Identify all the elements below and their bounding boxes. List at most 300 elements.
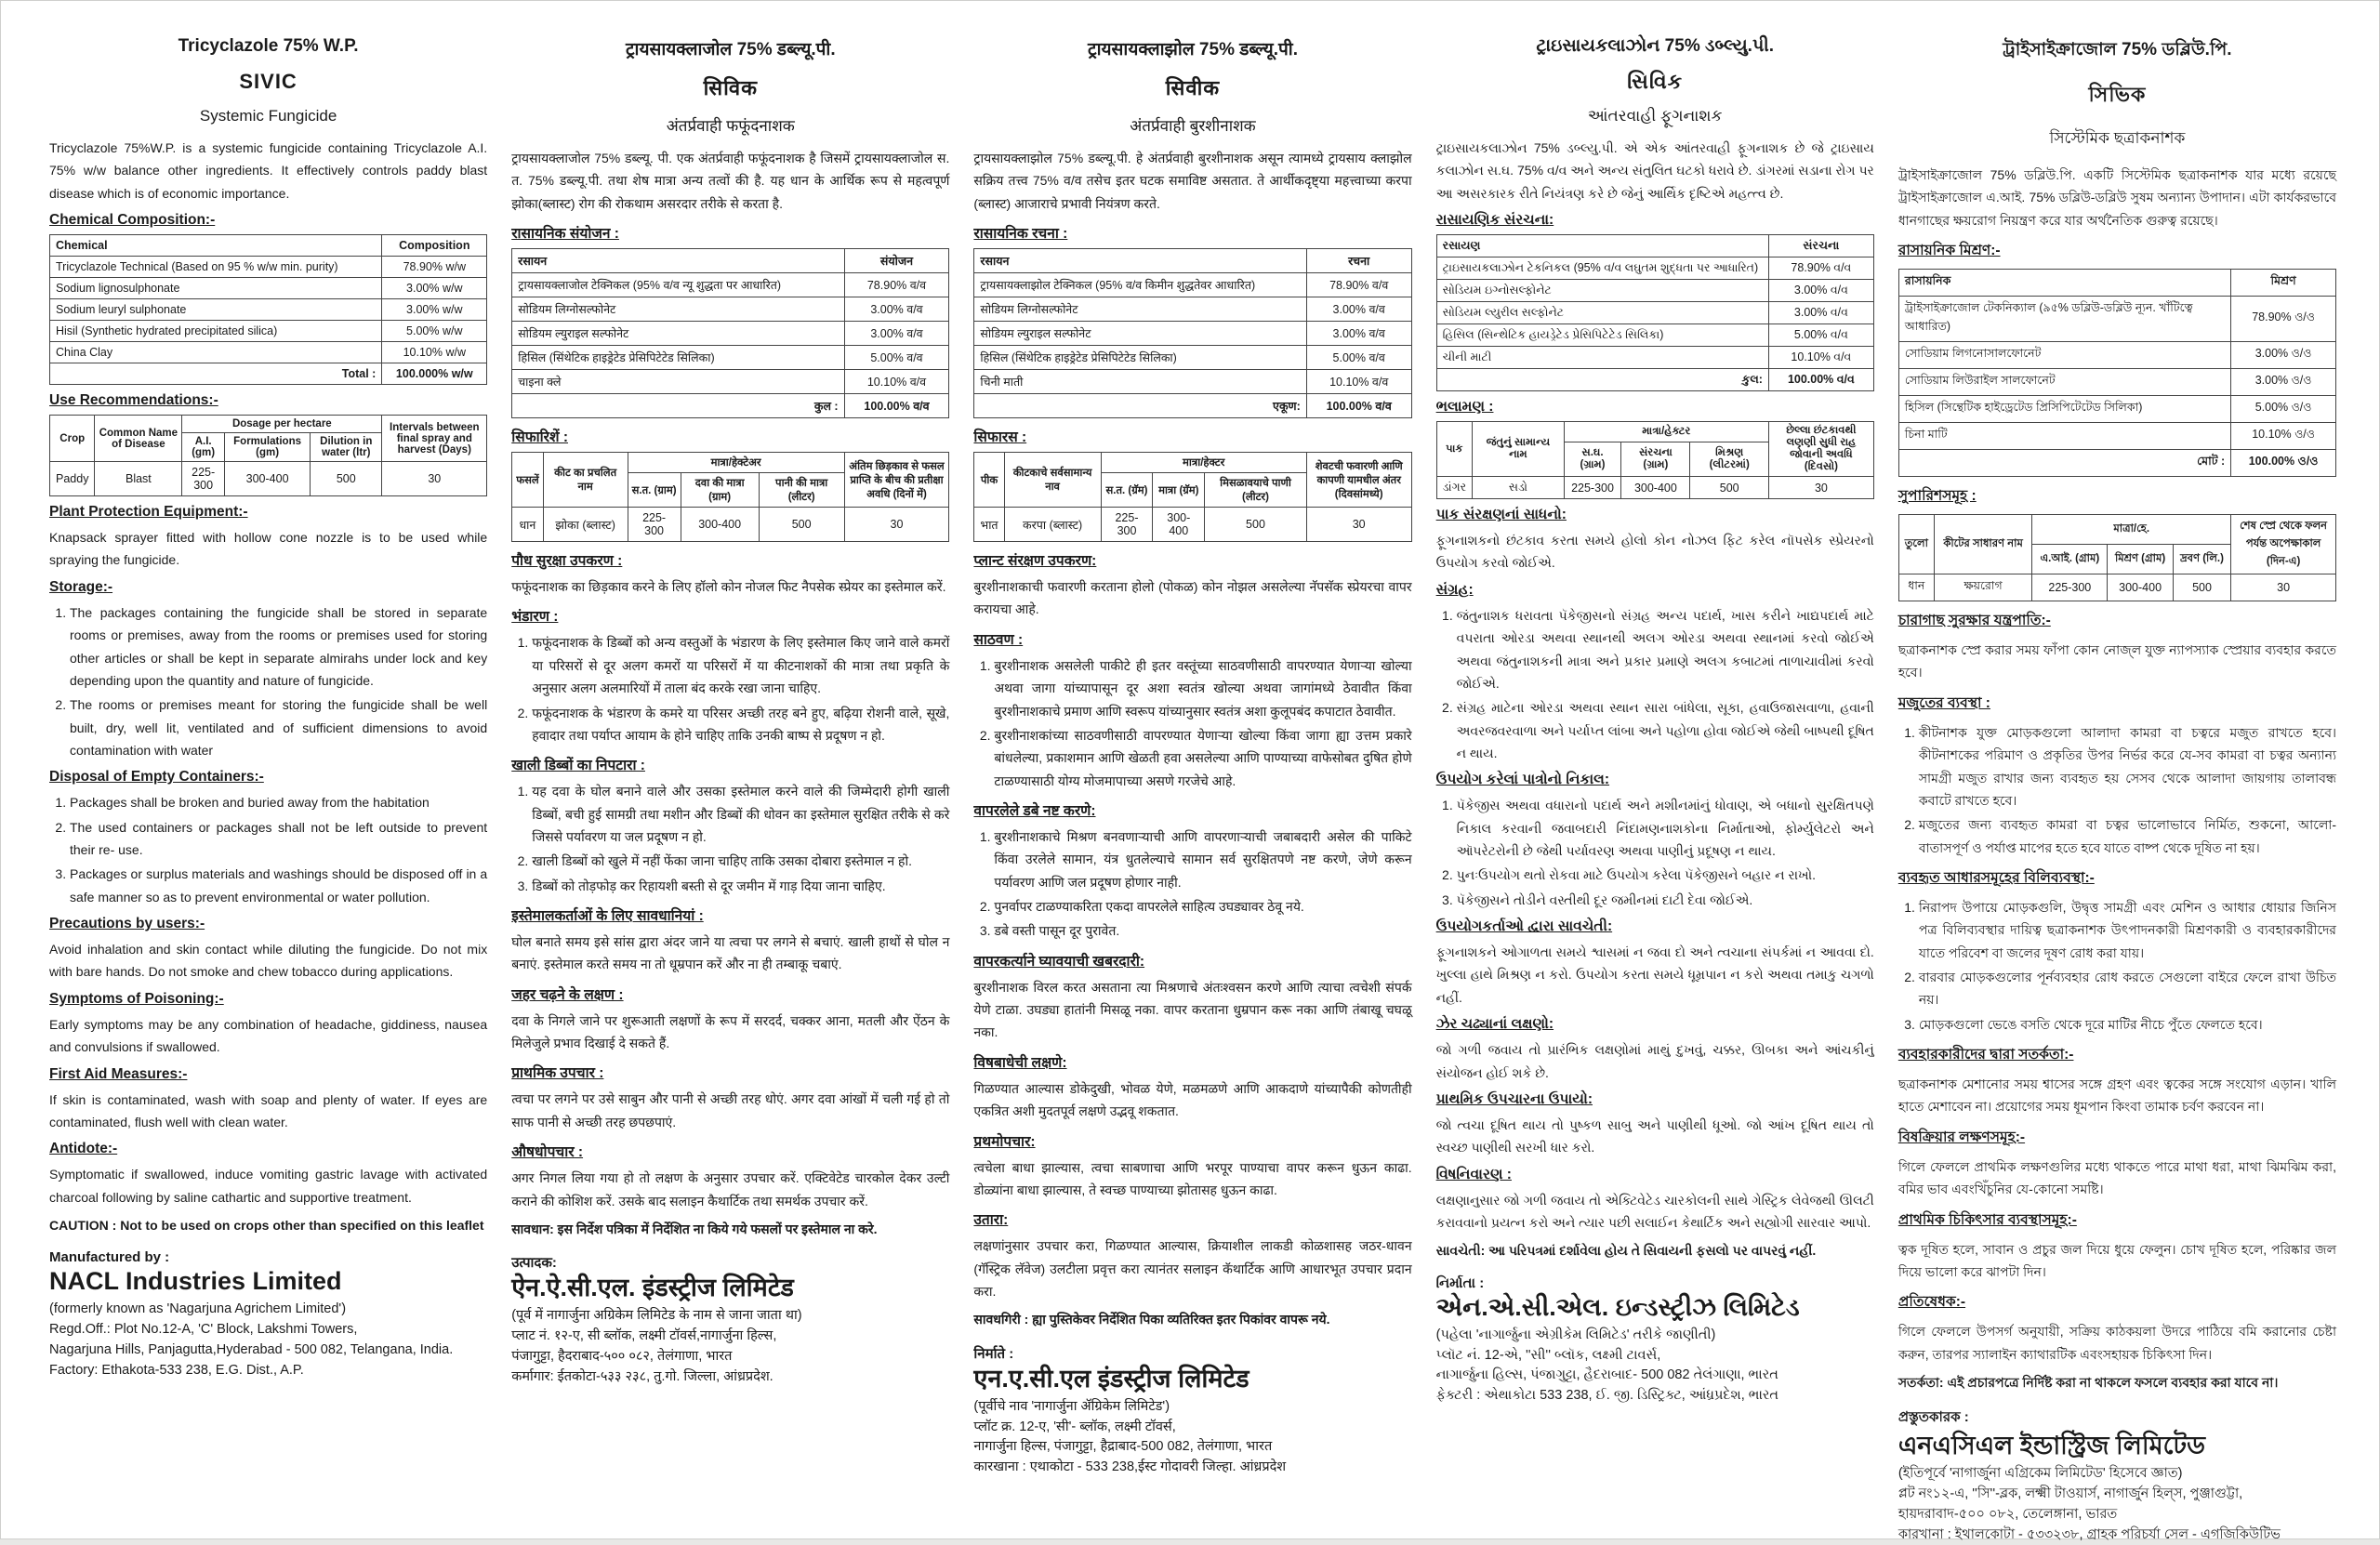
table-total-row (1898, 450, 2335, 477)
use-data-cell: 225-300 (1101, 508, 1153, 542)
section-4-6 (1898, 1290, 2336, 1366)
composition-value: 3.00% વ/વ (1768, 302, 1873, 324)
disease-column-header: જંતુનું સામાન્ય નામ (1473, 422, 1565, 477)
section-3-3 (1436, 918, 1874, 1009)
section-2-2 (973, 799, 1411, 943)
table-header-row (50, 235, 487, 257)
chemical-composition-heading: रासायनिक संयोजन : (511, 226, 619, 243)
table-row (1898, 369, 2335, 396)
table-row (50, 278, 487, 299)
section-list-item: 1. बुरशीनाशकाचे मिश्रण बनवणाऱ्याची आणि वापरणाऱ्याची जबाबदारी असेल की पाकिटे किंवा उरलेले सामान, यंत्र धुतलेल्याचे सामान सर्व सुरक्षितपणे नष्ट करणे, जेणे करून पर्यावरण आणि जल प्रदूषण होणार नाही. (994, 825, 1411, 893)
intro-paragraph: Tricyclazole 75%W.P. is a systemic fungicide containing Tricyclazole A.I. 75% w/w balance other ingredients. It effectively controls paddy blast disease which is of economic importance. (49, 140, 488, 201)
section-heading: પ્રાથમિક ઉપચારના ઉપાયો: (1435, 1090, 1593, 1107)
composition-value: 3.00% w/w (382, 299, 487, 321)
section-paragraph: જો ગળી જવાય તો પ્રારંભિક લક્ષણોમાં માથું દુખવું, ચક્કર, ઊબકા અને આંચકીનું સંયોજન હોઈ શકે છે. (1435, 1042, 1874, 1080)
section-heading: जहर चढ़ने के लक्षण : (511, 986, 624, 1003)
crop-column-header: Crop (50, 416, 95, 462)
section-list-item: 1. Packages shall be broken and buried away from the habitation (70, 791, 487, 813)
crop-column-header: पीक (974, 453, 1004, 508)
composition-value: 10.10% ও/ও (2231, 423, 2336, 450)
section-list-item: 2. પુનઃઉપયોગ થતો રોકવા માટે ઉપયોગ કરેલા પૅકેજીસને બહાર ન રાખો. (1457, 864, 1874, 886)
table-header-row (512, 249, 949, 273)
section-list-item: 3. પૅકેજીસને તોડીને વસ્તીથી દૂર જમીનમાં દાટી દેવા જોઈએ. (1457, 889, 1874, 911)
use-data-cell: 225-300 (182, 462, 225, 496)
interval-column-header: শেষ স্প্রে থেকে ফলন পর্যন্ত অপেক্ষাকাল (দিন-এ) (2231, 515, 2336, 574)
intro-paragraph: ट्रायसायक्लाजोल 75% डब्ल्यू. पी. एक अंतर्प्रवाही फफूंदनाशक है जिसमें ट्रायसायक्लाजोल स. त. 75% डब्ल्यू.पी. तथा शेष मात्रा अन्य तत्वों की है. यह धान के आर्थिक रूप से महत्वपूर्ण झोका(ब्लास्ट) रोग की रोकथाम असरदार तरीके से करता है. (511, 151, 950, 211)
section-3-0 (1436, 507, 1874, 574)
section-heading: ব্যবহারকারীদের দ্বারা সতর্কতা:- (1897, 1047, 2074, 1063)
manufacturer-address-line: Nagarjuna Hills, Panjagutta,Hyderabad - 500 082, Telangana, India. (49, 1341, 454, 1357)
use-data-cell: 30 (1768, 477, 1873, 499)
table-total-row (1436, 369, 1873, 391)
section-list-item: 1. কীটনাশক যুক্ত মোড়কগুলো আলাদা কামরা বা চত্বরে মজুত রাখতে হবে। কীটনাশকের পরিমাণ ও প্রকৃতির উপর নির্ভর করে যে-সব কামরা বা চত্বর অন্যান্য সামগ্রী মজুত রাখার জন্য ব্যবহৃত হয় সেসব থেকে আলাদা জায়গায় তালাবন্ধ কবাটে রাখতে হবে। (1919, 721, 2336, 812)
table-row (1436, 324, 1873, 347)
table-row (1436, 347, 1873, 369)
composition-column-header: रचना (1306, 249, 1411, 273)
section-heading: प्राथमिक उपचार : (511, 1065, 604, 1082)
use-data-cell: 225-300 (1564, 477, 1621, 499)
chemical-name: Sodium lignosulphonate (50, 278, 382, 299)
section-heading: वापरलेले डबे नष्ट करणे: (973, 802, 1096, 819)
section-list (1436, 794, 1874, 911)
section-1-2 (511, 754, 949, 897)
section-0-3 (49, 916, 487, 984)
table-row (1898, 396, 2335, 423)
chemical-name: हिसिल (सिंथेटिक हाइड्रेटेड प्रेसिपिटेटेड सिलिका) (974, 346, 1306, 370)
manufacturer-address-line: पंजागुट्टा, हैदराबाद-५०० ०८२, तेलंगाणा, भारत (511, 1348, 733, 1364)
composition-value: 3.00% ও/ও (2231, 369, 2336, 396)
section-3-2 (1436, 772, 1874, 911)
table-row (974, 346, 1411, 370)
section-list-item: 1. यह दवा के घोल बनाने वाले और उसका इस्तेमाल करने वाले की जिम्मेदारी होगी खाली डिब्बों, बची हुई सामग्री तथा मशीन और डिब्बों की धोवन का इस्तेमाल सुरक्षित तरीके से करे जिससे पर्यावरण या जल प्रदूषण न हो. (532, 780, 949, 848)
manufacturer-label: નિર્માતા : (1435, 1274, 1485, 1291)
composition-value: 5.00% ও/ও (2231, 396, 2336, 423)
section-heading: ઝેર ચઢ્યાનાં લક્ષણો: (1435, 1016, 1554, 1033)
section-0-5 (49, 1066, 487, 1134)
section-paragraph: If skin is contaminated, wash with soap and plenty of water. If eyes are contaminated, flush well with clean water. (49, 1091, 488, 1129)
chemical-composition-heading: Chemical Composition:- (49, 212, 216, 229)
dosage-sub-header: दवा की मात्रा (ग्राम) (681, 473, 759, 508)
section-4-2 (1898, 866, 2336, 1036)
use-data-cell: 30 (2231, 574, 2336, 601)
section-2-3 (973, 950, 1411, 1044)
composition-value: 78.90% व/व (1306, 273, 1411, 297)
table-row (512, 370, 949, 394)
manufacturer-block (511, 1253, 949, 1387)
section-paragraph: गिळण्यात आल्यास डोकेदुखी, भोवळ येणे, मळमळणे आणि आकदाणे यांच्यापैकी कोणतीही एकत्रित अशी मुदतपूर्व लक्षणे उद्भवू शकतात. (973, 1080, 1412, 1119)
product-title: ટ્રાઇસાયકલાઝોન 75% ડબ્લ્યુ.પી. (1536, 36, 1774, 56)
dosage-sub-header: मिसळावयाचे पाणी (लीटर) (1205, 473, 1307, 508)
composition-value: 78.90% વ/વ (1768, 258, 1873, 280)
use-data-cell: 30 (1306, 508, 1411, 542)
section-0-0 (49, 504, 487, 572)
section-heading: প্রাথমিক চিকিৎসার ব্যবস্থাসমূহ:- (1897, 1211, 2077, 1228)
section-4-4 (1898, 1126, 2336, 1201)
use-header-row-1 (512, 453, 949, 473)
total-label: કુલ: (1436, 369, 1768, 391)
section-paragraph: बुरशीनाशकाची फवारणी करताना होलो (पोकळ) कोन नोझल असलेल्या नॅपसॅक स्प्रेयरचा वापर करायचा आहे. (973, 579, 1412, 617)
manufacturer-address-line: (ইতিপূর্বে 'নাগার্জুনা এগ্রিকেম লিমিটেড' হিসেবে জ্ঞাত) (1897, 1466, 2183, 1482)
section-heading: বিষক্রিয়ার লক্ষণসমূহ:- (1897, 1129, 2026, 1145)
composition-value: 78.90% ও/ও (2231, 297, 2336, 342)
dosage-sub-header: મિશ્રણ (લીટરમાં) (1690, 442, 1769, 477)
total-value: 100.00% વ/વ (1768, 369, 1873, 391)
section-paragraph: સાવચેતી: આ પરિપત્રમાં દર્શાવેલા હોય તે સિવાયની ફસલો પર વાપરવું નહીં. (1435, 1243, 1817, 1259)
manufacturer-address-line: প্লট নং১২-এ, ''সি''-ব্লক, লক্ষ্মী টাওয়ার্স, নাগার্জুন হিল্স, পুঞ্জাগুট্টা, (1897, 1486, 2243, 1502)
interval-column-header: शेवटची फवारणी आणि कापणी यामधील अंतर (दिवसांमध्ये) (1306, 453, 1411, 508)
use-data-cell: 300-400 (681, 508, 759, 542)
section-list-item: 3. डबे वस्ती पासून दूर पुरावेत. (994, 919, 1411, 942)
manufacturer-name: NACL Industries Limited (49, 1267, 342, 1296)
table-row (974, 370, 1411, 394)
use-header-row-1 (974, 453, 1411, 473)
manufacturer-block (973, 1344, 1411, 1478)
chemical-name: सोडियम ल्युराइल सल्फोनेट (974, 322, 1306, 346)
section-heading: भंडारण : (511, 609, 559, 626)
chemical-name: ચીની માટી (1436, 347, 1768, 369)
section-heading: ব্যবহৃত আধারসমূহের বিলিব্যবস্থা:- (1897, 869, 2095, 886)
section-list-item: 2. মজুতের জন্য ব্যবহৃত কামরা বা চত্বর ভালোভাবে নির্মিত, শুকনো, আলো-বাতাসপূর্ণ ও পর্যাপ্ত মাপের হতে হবে যাতে বাষ্প থেকে দূষিত না হয়। (1919, 813, 2336, 859)
use-header-row-1 (1898, 515, 2335, 545)
section-heading: Precautions by users:- (49, 916, 205, 932)
section-2-1 (973, 628, 1411, 792)
section-heading: First Aid Measures:- (49, 1065, 188, 1082)
use-data-cell: ধান (1898, 574, 1934, 601)
section-list (511, 780, 949, 897)
chemical-column-header: रसायन (974, 249, 1306, 273)
chemical-composition-table (1898, 269, 2336, 477)
use-data-cell: 225-300 (628, 508, 681, 542)
section-heading: पौध सुरक्षा उपकरण : (511, 553, 623, 570)
section-2-0 (973, 549, 1411, 621)
chemical-name: China Clay (50, 342, 382, 363)
chemical-name: ट्रायसायक्लाझोल टेक्निकल (95% व/व किमीन शुद्धतेवर आधारित) (974, 273, 1306, 297)
use-data-row (1898, 574, 2335, 601)
intro-paragraph: ટ્રાઇસાયકલાઝોન 75% ડબ્લ્યુ.પી. એ એક આંતરવાહી ફૂગનાશક છે જે ટ્રાઇસાય કલાઝોન સ.ઘ. 75% વ/વ અને અન્ય સંતુલિત ઘટકો ધરાવે છે. ડાંગરમાં સડાના રોગ પર આ અસરકારક રીતે નિયંત્રણ કરે છે જેનું આર્થિક દૃષ્ટિએ મહત્ત્વ છે. (1435, 140, 1874, 201)
use-data-cell: ক্ষয়রোগ (1934, 574, 2031, 601)
chemical-name: સોડિયમ લ્યુરીલ સલ્ફોનેટ (1436, 302, 1768, 324)
section-heading: औषधोपचार : (511, 1144, 584, 1161)
brand-name: सिविक (703, 76, 758, 99)
section-list-item: 3. डिब्बों को तोड़फोड़ कर रिहायशी बस्ती से दूर जमीन में गाड़ दिया जाना चाहिए. (532, 875, 949, 897)
section-4-7 (1898, 1371, 2336, 1393)
use-data-row (512, 508, 949, 542)
section-3-5 (1436, 1091, 1874, 1159)
section-paragraph: Early symptoms may be any combination of headache, giddiness, nausea and convulsions if swallowed. (49, 1016, 488, 1055)
section-paragraph: જો ત્વચા દૂષિત થાય તો પુષ્કળ સાબુ અને પાણીથી ધૂઓ. જો આંખ દૂષિત થાય તો સ્વચ્છ પાણીથી સરખી ધાર કરો. (1435, 1116, 1874, 1155)
section-paragraph: গিলে ফেললে প্রাথমিক লক্ষণগুলির মধ্যে থাকতে পারে মাথা ধরা, মাথা ঝিমঝিম করা, বমির ভাব এবংখিঁচুনির যে-কোনো সমষ্টি। (1897, 1158, 2337, 1197)
interval-column-header: છેલ્લા છંટકાવથી લણણી સુધી રાહ જોવાની અવધિ (દિવસો) (1768, 422, 1873, 477)
section-list-item: 1. પૅકેજીસ અથવા વધારાનો પદાર્થ અને મશીનમાંનું ધોવાણ, એ બધાનો સુરક્ષિતપણે નિકાલ કરવાની જવાબદારી નિંદામણનાશકોના નિર્માતાઓ, ફોર્મ્યુલેટરો અને ઑપરેટરોની છે જેથી પર્યાવરણ અથવા પાણીનું પ્રદૂષણ ન થાય. (1457, 794, 1874, 862)
section-list (49, 601, 487, 762)
composition-value: 5.00% વ/વ (1768, 324, 1873, 347)
section-paragraph: लक्षणांनुसार उपचार करा, गिळण्यात आल्यास, क्रियाशील लाकडी कोळशासह जठर-धावन (गॅस्ट्रिक लॅवेज) उलटीला प्रवृत्त करा त्यानंतर सलाइन कॅथार्टिक आणि आधारभूत उपचार प्रदान करा. (973, 1238, 1412, 1299)
use-recommendations-table (973, 452, 1411, 542)
table-row (50, 342, 487, 363)
section-heading: प्लान्ट संरक्षण उपकरण: (973, 553, 1097, 570)
dosage-sub-header: स.त. (ग्राम) (628, 473, 681, 508)
section-list-item: 1. જંતુનાશક ધરાવતા પૅકેજીસનો સંગ્રહ અન્ય પદાર્થ, ખાસ કરીને ખાદ્યપદાર્થ માટે વપરાતા ઓરડા અથવા સ્થાનથી અલગ ઓરડા અથવા સ્થાનમાં કરવો જોઈએ અથવા જંતુનાશકની માત્રા અને પ્રકાર પ્રમાણે અલગ કબાટમાં તાળાચાવીમાં કરવો જોઈએ. (1457, 604, 1874, 694)
section-1-7 (511, 1218, 949, 1240)
section-paragraph: घोल बनाते समय इसे सांस द्वारा अंदर जाने या त्वचा पर लगने से बचाएं. खाली हाथों से घोल न बनाएं. इस्तेमाल करते समय ना तो धूम्रपान करें और ना ही तम्बाकू चबाएं. (511, 934, 950, 972)
interval-column-header: Intervals between final spray and harvest (Days) (382, 416, 487, 462)
section-paragraph: त्वचा पर लगने पर उसे साबुन और पानी से अच्छी तरह धोएं. अगर दवा आंखों में चली गई हो तो साफ पानी से अच्छी तरह छपछपाएं. (511, 1091, 950, 1129)
use-data-cell: 300-400 (225, 462, 311, 496)
table-row (50, 257, 487, 278)
section-paragraph: ছত্রাকনাশক স্প্রে করার সময় ফাঁপা কোন নোজ্ল যুক্ত ন্যাপস্যাক স্প্রেয়ার ব্যবহার করতে হবে। (1897, 642, 2337, 680)
section-paragraph: दवा के निगले जाने पर शुरूआती लक्षणों के रूप में सरदर्द, चक्कर आना, मतली और ऐंठन के मिलेजुले प्रभाव दिखाई दे सकते हैं. (511, 1012, 950, 1051)
use-data-cell: करपा (ब्लास्ट) (1004, 508, 1101, 542)
product-subtitle: সিস্টেমিক ছত্রাকনাশক (2049, 129, 2186, 147)
section-heading: Symptoms of Poisoning:- (49, 990, 224, 1007)
section-list-item: 2. સંગ્રહ માટેના ઓરડા અથવા સ્થાન સારા બાંધેલા, સૂકા, હવાઉજાસવાળા, હવાની અવરજવરવાળા અને પર્યાપ્ત લાંબા અને પહોળા હોવા જોઈએ જેથી બાષ્પથી દૂષિત ન થાય. (1457, 696, 1874, 764)
section-2-5 (973, 1130, 1411, 1202)
composition-value: 5.00% व/व (1306, 346, 1411, 370)
table-row (512, 297, 949, 322)
manufacturer-address-line: નાગાર્જુના હિલ્સ, પંજાગુટ્ટા, હૈદરાબાદ- 500 082 તેલંગાણા, ભારત (1435, 1367, 1778, 1383)
product-subtitle: अंतर्प्रवाही फफूंदनाशक (666, 117, 795, 135)
section-list-item: 1. The packages containing the fungicide shall be stored in separate rooms or premises, away from the rooms or premises used for storing other articles or shall be kept in separate almirahs under lock and key depending upon the quantity and nature of fungicide. (70, 601, 487, 692)
dosage-column-header: માત્રા/હેક્ટર (1564, 422, 1768, 442)
section-heading: प्रथमोपचार: (973, 1133, 1036, 1150)
section-paragraph: अगर निगल लिया गया हो तो लक्षण के अनुसार उपचार करें. एक्टिवेटेड चारकोल देकर उल्टी कराने की कोशिश करें. उसके बाद सलाइन कैथार्टिक तथा समर्थक उपचार करें. (511, 1170, 950, 1208)
column-bengali (1897, 33, 2337, 1542)
chemical-name: চিনা মাটি (1898, 423, 2230, 450)
chemical-name: सोडियम लिग्नोसल्फोनेट (974, 297, 1306, 322)
section-4-1 (1898, 692, 2336, 859)
use-data-cell: ડાંગર (1436, 477, 1473, 499)
section-list-item: 2. The rooms or premises meant for storing the fungicide shall be well built, dry, well lit, ventilated and of sufficient dimensions to avoid contamination with water (70, 693, 487, 761)
table-row (1898, 297, 2335, 342)
total-label: Total : (50, 363, 382, 385)
total-value: 100.000% w/w (382, 363, 487, 385)
use-data-row (974, 508, 1411, 542)
product-subtitle: Systemic Fungicide (199, 107, 337, 125)
composition-value: 10.10% व/व (1306, 370, 1411, 394)
column-english (49, 33, 487, 1520)
dosage-sub-header: मात्रा (ग्रॅम) (1153, 473, 1205, 508)
chemical-name: ট্রাইসাইক্রাজোল টেকনিক্যাল (৯৫% ডব্লিউ-ডব্লিউ ন্যূন. খাঁটিত্বে আধারিত) (1898, 297, 2230, 342)
table-header-row (1898, 270, 2335, 297)
use-data-cell: 30 (844, 508, 949, 542)
manufacturer-address-line: Factory: Ethakota-533 238, E.G. Dist., A.P. (49, 1362, 304, 1378)
dosage-sub-header: দ্রবণ (লি.) (2173, 545, 2230, 574)
section-paragraph: फफूंदनाशक का छिड़काव करने के लिए हॉलो कोन नोजल फिट नैपसेक स्प्रेयर का इस्तेमाल करें. (511, 579, 946, 595)
table-row (50, 321, 487, 342)
chemical-name: હિસિલ (સિન્થેટિક હાયડ્રેટેડ પ્રેસિપિટેટેડ સિલિકા) (1436, 324, 1768, 347)
manufacturer-address-line: কারখানা : ইথালকোটা - ৫৩৩২৩৮, গ্রাহক পরিচর্যা সেল - এগজিকিউটিভ (1897, 1526, 2281, 1542)
use-data-cell: 225-300 (2032, 574, 2108, 601)
interval-column-header: अंतिम छिड़काव से फसल प्राप्ति के बीच की प्रतीक्षा अवधि (दिनों में) (844, 453, 949, 508)
chemical-name: Hisil (Synthetic hydrated precipitated silica) (50, 321, 382, 342)
intro-paragraph: ट्रायसायक्लाझोल 75% डब्ल्यू.पी. हे अंतर्प्रवाही बुरशीनाशक असून त्यामध्ये ट्रायसाय क्लाझोल सक्रिय तत्त्व 75% व/व तसेच इतर घटक समाविष्ट असतात. ते आर्थीकदृष्ट्या महत्त्वाच्या करपा (ब्लास्ट) आजाराचे प्रभावी नियंत्रण करते. (973, 151, 1412, 211)
dosage-column-header: मात्रा/हेक्टर (1101, 453, 1306, 473)
crop-column-header: પાક (1436, 422, 1473, 477)
table-row (50, 299, 487, 321)
section-list-item: 2. खाली डिब्बों को खुले में नहीं फेंका जाना चाहिए ताकि उसका दोबारा इस्तेमाल न हो. (532, 850, 949, 872)
section-2-4 (973, 1051, 1411, 1123)
brand-name: SIVIC (239, 70, 298, 93)
chemical-name: सोडियम लिग्नोसल्फोनेट (512, 297, 844, 322)
section-paragraph: ફૂગનાશકનો છંટકાવ કરતા સમયે હોલો કોન નોઝલ ફિટ કરેલ નૉપસેક સ્પ્રેયરનો ઉપયોગ કરવો જોઈએ. (1435, 533, 1874, 571)
composition-value: 5.00% व/व (844, 346, 949, 370)
use-recommendations-heading: सिफारस : (973, 429, 1027, 446)
product-title: ট্রাইসাইক্রাজোল 75% ডব্লিউ.পি. (2003, 40, 2232, 59)
manufacturer-address-line: प्लॉट क्र. 12-ए, 'सी'- ब्लॉक, लक्ष्मी टॉवर्स, (973, 1419, 1176, 1434)
section-3-4 (1436, 1016, 1874, 1084)
section-paragraph: সতর্কতা: এই প্রচারপত্রে নির্দিষ্ট করা না থাকলে ফসলে ব্যবহার করা যাবে না। (1897, 1374, 2279, 1390)
section-3-6 (1436, 1167, 1874, 1235)
manufacturer-label: उत्पादक: (511, 1255, 557, 1272)
use-recommendations-heading: सिफारिशें : (511, 429, 569, 446)
section-heading: उतारा: (973, 1212, 1009, 1229)
section-1-5 (511, 1062, 949, 1133)
manufacturer-address-line: ફેક્ટરી : એથાકોટા 533 238, ઈ. જી. ડિસ્ટ્રિક્ટ, આંધ્રપ્રદેશ, ભારત (1435, 1388, 1779, 1403)
composition-value: 5.00% w/w (382, 321, 487, 342)
composition-value: 3.00% व/व (844, 297, 949, 322)
use-recommendations-table (1898, 514, 2336, 601)
composition-value: 10.10% વ/વ (1768, 347, 1873, 369)
section-3-7 (1436, 1239, 1874, 1261)
disease-column-header: Common Name of Disease (95, 416, 182, 462)
use-header-row-1 (1436, 422, 1873, 442)
chemical-name: સોડિયમ ઇગ્નોસલ્ફોનેટ (1436, 280, 1768, 302)
composition-value: 10.10% व/व (844, 370, 949, 394)
manufacturer-label: প্রস্তুতকারক : (1897, 1409, 1969, 1426)
use-recommendations-table (49, 415, 487, 496)
section-paragraph: Avoid inhalation and skin contact while diluting the fungicide. Do not mix with bare hands. Do not smoke and chew tobacco during applications. (49, 942, 488, 980)
total-value: 100.00% ও/ও (2231, 450, 2336, 477)
section-heading: विषबाधेची लक्षणे: (973, 1054, 1067, 1071)
composition-value: 3.00% व/व (844, 322, 949, 346)
section-list-item: 1. बुरशीनाशक असलेली पाकीटे ही इतर वस्तूंच्या साठवणीसाठी वापरण्यात येणाऱ्या खोल्या अथवा जागा यांच्यापासून दूर अशा स्वतंत्र खोल्या अथवा जागांमध्ये ठेवावीत किंवा बुरशीनाशकाचे प्रमाण आणि स्वरूप यांच्यानुसार स्वतंत्र अशा कुलूपबंद कपाटात ठेवावीत. (994, 654, 1411, 722)
chemical-composition-heading: રાસાયણિક સંરચના: (1435, 212, 1554, 229)
chemical-name: सोडियम ल्युराइल सल्फोनेट (512, 322, 844, 346)
table-header-row (1436, 235, 1873, 258)
manufacturer-address-line: कर्मागार: ईतकोटा-५३३ २३८, तु.गो. जिल्ला, आंध्रप्रदेश. (511, 1368, 774, 1384)
table-row (512, 322, 949, 346)
composition-column-header: संयोजन (844, 249, 949, 273)
use-header-row-1 (50, 416, 487, 433)
section-list (973, 825, 1411, 943)
use-recommendations-table (1436, 421, 1874, 499)
disease-column-header: কীটের সাধারণ নাম (1934, 515, 2031, 574)
section-heading: Plant Protection Equipment:- (49, 504, 248, 521)
product-subtitle: अंतर्प्रवाही बुरशीनाशक (1130, 117, 1256, 135)
table-row (512, 273, 949, 297)
intro-paragraph: ট্রাইসাইক্রাজোল 75% ডব্লিউ.পি. একটি সিস্টেমিক ছত্রাকনাশক যার মধ্যে রয়েছে ট্রাইসাইক্রাজোল এ.আই. 75% ডব্লিউ-ডব্লিউ সুষম অন্যান্য উপাদান। এটা কার্যকরভাবে ধানগাছের ক্ষয়রোগ নিয়ন্ত্রণ করে যার অর্থনৈতিক গুরুত্ব রয়েছে। (1897, 167, 2337, 228)
section-2-7 (973, 1308, 1411, 1330)
section-paragraph: सावधान: इस निर्देश पत्रिका में निर्देशित ना किये गये फसलों पर इस्तेमाल ना करे. (511, 1221, 878, 1236)
dosage-column-header: मात्रा/हेक्टेअर (628, 453, 844, 473)
section-4-5 (1898, 1208, 2336, 1284)
column-hindi (511, 33, 949, 1520)
manufacturer-label: Manufactured by : (49, 1249, 170, 1266)
chemical-name: हिसिल (सिंथेटिक हाइड्रेटेड प्रेसिपिटेटेड सिलिका) (512, 346, 844, 370)
section-0-1 (49, 579, 487, 762)
use-data-row (1436, 477, 1873, 499)
total-label: एकूण: (974, 394, 1306, 418)
section-heading: মজুতের ব্যবস্থা : (1897, 694, 1990, 711)
section-list-item: 3. মোড়কগুলো ভেঙে বসতি থেকে দূরে মাটির নীচে পুঁতে ফেলতে হবে। (1919, 1013, 2336, 1036)
section-heading: Storage:- (49, 578, 113, 595)
dosage-sub-header: સંરચના (ગ્રામ) (1621, 442, 1690, 477)
chemical-composition-heading: রাসায়নিক মিশ্রণ:- (1897, 243, 2001, 259)
manufacturer-address-line: (पूर्वीचे नाव 'नागार्जुना ॲग्रिकेम लिमिटेड') (973, 1398, 1170, 1414)
total-label: মোট : (1898, 450, 2230, 477)
section-list (1898, 721, 2336, 859)
dosage-sub-header: Dilution in water (ltr) (311, 433, 382, 462)
section-list-item: 2. पुनर्वापर टाळण्याकरिता एकदा वापरलेले साहित्य उघड्यावर ठेवू नये. (994, 895, 1411, 918)
dosage-sub-header: মিশ্রণ (গ্রাম) (2108, 545, 2173, 574)
manufacturer-block (1898, 1406, 2336, 1545)
manufacturer-address-line: (formerly known as 'Nagarjuna Agrichem Limited') (49, 1301, 347, 1317)
manufacturer-name: এনএসিএল ইন্ডাস্ট্রিজ লিমিটেড (1897, 1432, 2206, 1460)
chemical-composition-table (1436, 234, 1874, 391)
section-heading: চারাগাছ সুরক্ষার যন্ত্রপাতি:- (1897, 613, 2051, 629)
chemical-name: সোডিয়াম লিগনোসালফোনেট (1898, 342, 2230, 369)
section-heading: वापरकर्त्याने घ्यावयाची खबरदारी: (973, 953, 1145, 970)
section-paragraph: ছত্রাকনাশক মেশানোর সময় শ্বাসের সঙ্গে গ্রহণ এবং ত্বকের সঙ্গে সংযোগ এড়ান। খালি হাতে মেশাবেন না। প্রয়োগের সময় ধূমপান কিংবা তামাক চর্বণ করবেন না। (1897, 1076, 2337, 1115)
manufacturer-name: एन.ए.सी.एल इंडस्ट्रीज लिमिटेड (973, 1364, 1250, 1393)
chemical-column-header: রাসায়নিক (1898, 270, 2230, 297)
table-row (1436, 258, 1873, 280)
section-paragraph: Knapsack sprayer fitted with hollow cone nozzle is to be used while spraying the fungicide. (49, 530, 488, 568)
table-total-row (974, 394, 1411, 418)
table-row (1436, 302, 1873, 324)
use-data-cell: સડો (1473, 477, 1565, 499)
use-recommendations-heading: Use Recommendations:- (49, 392, 218, 409)
composition-column-header: સંરચના (1768, 235, 1873, 258)
manufacturer-address-line: नागार्जुना हिल्स, पंजागुट्टा, हैद्राबाद-500 082, तेलंगाणा, भारत (973, 1439, 1273, 1455)
manufacturer-address-line: Regd.Off.: Plot No.12-A, 'C' Block, Lakshmi Towers, (49, 1322, 358, 1338)
manufacturer-label: निर्माते : (973, 1345, 1014, 1362)
use-data-cell: धान (512, 508, 543, 542)
use-recommendations-heading: সুপারিশসমূহ : (1897, 488, 1977, 505)
section-list-item: 2. फफूंदनाशक के भंडारण के कमरे या परिसर अच्छी तरह बने हुए, बढ़िया रोशनी वाले, सूखे, हवादार तथा पर्याप्त आयाम के होने चाहिए ताकि उनकी बाष्प से प्रदूषण न हो. (532, 702, 949, 747)
chemical-name: সোডিয়াম লিউরাইল সালফোনেট (1898, 369, 2230, 396)
total-label: कुल : (512, 394, 844, 418)
section-0-2 (49, 769, 487, 908)
section-paragraph: લક્ષણાનુસાર જો ગળી જવાય તો એક્ટિવેટેડ ચારકોલની સાથે ગેસ્ટ્રિક લેવેજથી ઊલટી કરાવવાનો પ્રયત્ન કરો અને ત્યાર પછી સલાઈન કેથાર્ટિક અને સહ્યોગી સારવાર આપો. (1435, 1192, 1874, 1230)
section-heading: साठवण : (973, 631, 1024, 648)
chemical-composition-table (49, 234, 487, 385)
use-data-cell: 500 (759, 508, 844, 542)
section-list (49, 791, 487, 908)
composition-value: 10.10% w/w (382, 342, 487, 363)
section-heading: इस्तेमालकर्ताओं के लिए सावधानियां : (511, 908, 704, 925)
section-0-6 (49, 1141, 487, 1208)
use-data-cell: झोका (ब्लास्ट) (543, 508, 628, 542)
dosage-column-header: Dosage per hectare (182, 416, 382, 433)
table-total-row (512, 394, 949, 418)
use-data-cell: भात (974, 508, 1004, 542)
section-list-item: 1. फफूंदनाशक के डिब्बों को अन्य वस्तुओं के भंडारण के लिए इस्तेमाल किए जाने वाले कमरों या परिसरों से दूर अलग कमरों या परिसरों में या कीटनाशकों की मात्रा तथा प्रकृति के अनुसार अलग अलमारियों में ताला बंद करके रखा जाना चाहिए. (532, 631, 949, 699)
table-row (1436, 280, 1873, 302)
use-data-cell: 500 (1205, 508, 1307, 542)
composition-column-header: Composition (382, 235, 487, 257)
use-recommendations-heading: ભલામણ : (1435, 399, 1494, 416)
section-heading: প্রতিষেধক:- (1897, 1294, 1966, 1311)
disease-column-header: कीटकाचे सर्वसामान्य नाव (1004, 453, 1101, 508)
section-list-item: 1. নিরাপদ উপায়ে মোড়কগুলি, উদ্বৃত্ত সামগ্রী এবং মেশিন ও আধার ধোয়ার জিনিস পত্র বিলিব্যবস্থার দায়িত্ব ছত্রাকনাশক উৎপাদনকারী মিশ্রণকারী ও ব্যবহারকারীদের যাতে পরিবেশ বা জলের দূষণ রোধ করা যায়। (1919, 896, 2336, 964)
section-4-3 (1898, 1043, 2336, 1118)
section-list-item: 2. বারবার মোড়কগুলোর পূর্নব্যবহার রোধ করতে সেগুলো বাইরে ফেলে রাখা উচিত নয়। (1919, 966, 2336, 1011)
table-total-row (50, 363, 487, 385)
dosage-column-header: মাত্রা/হে. (2032, 515, 2231, 545)
section-list-item: 3. Packages or surplus materials and washings should be disposed off in a safe manner so as to prevent environmental or water pollution. (70, 863, 487, 908)
total-value: 100.00% व/व (1306, 394, 1411, 418)
